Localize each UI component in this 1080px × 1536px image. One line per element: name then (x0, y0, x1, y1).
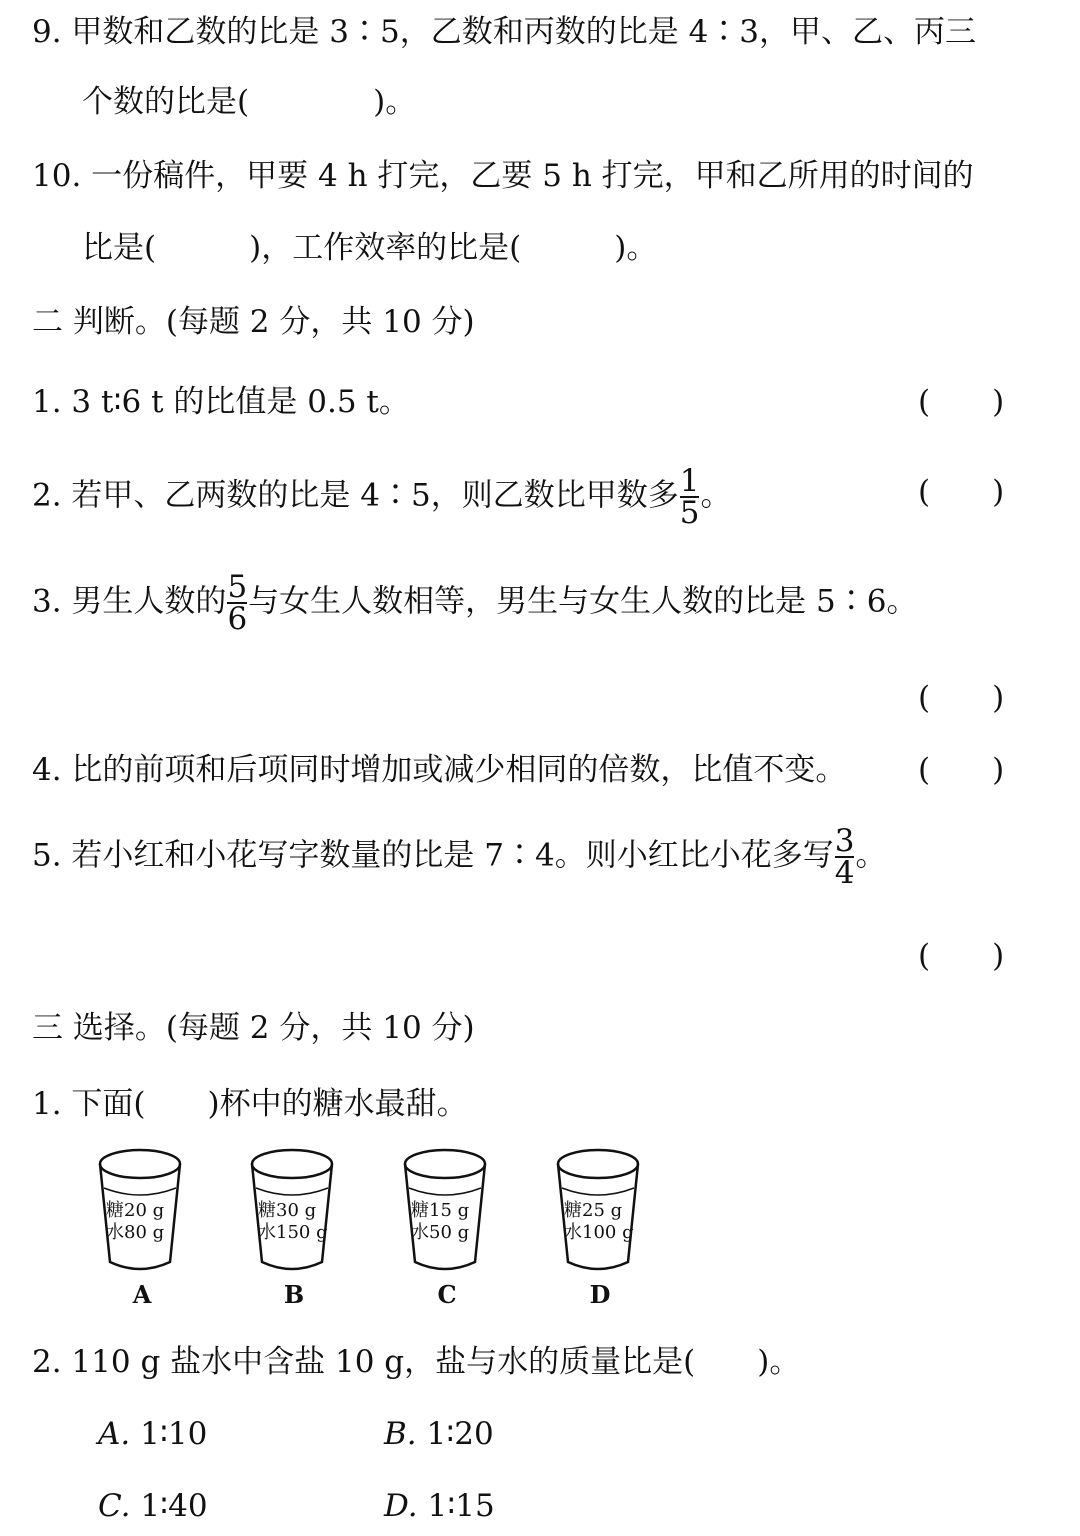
judge-3-fraction (227, 569, 248, 637)
option-value: 1∶40 (140, 1488, 208, 1524)
section-2-title: 二 判断。(每题 2 分，共 10 分) (32, 304, 475, 340)
judge-5-text (32, 823, 887, 891)
cup-d-label: D (589, 1280, 611, 1309)
q10-line2: 比是( )，工作效率的比是( )。 (82, 230, 658, 266)
judge-2-before: 2. 若甲、乙两数的比是 4∶5，则乙数比甲数多 (32, 477, 679, 514)
judge-3-after: 与女生人数相等，男生与女生人数的比是 5∶6。 (248, 583, 918, 620)
option-value: 1∶15 (427, 1488, 495, 1524)
judge-2-after: 。 (700, 477, 732, 514)
cup-c[interactable] (397, 1142, 497, 1322)
cup-b-label: B (283, 1280, 305, 1309)
judge-3-text (32, 569, 918, 637)
cup-a[interactable] (92, 1142, 192, 1322)
cup-d[interactable] (550, 1142, 650, 1322)
option-value: 1∶20 (426, 1416, 494, 1452)
judge-5-after: 。 (855, 837, 887, 874)
cup-c-label: C (437, 1280, 457, 1309)
cup-a-water: 水80 g (106, 1222, 165, 1243)
cup-a-label: A (132, 1280, 152, 1309)
cup-b-sugar: 糖30 g (258, 1200, 317, 1221)
choice-2-option-c[interactable] (98, 1486, 208, 1526)
cup-d-contents (564, 1200, 634, 1244)
choice-2-option-a[interactable] (98, 1414, 207, 1454)
judge-1-answer-blank[interactable]: ( ) (918, 384, 1005, 420)
cup-c-water: 水50 g (411, 1222, 470, 1243)
section-3-title: 三 选择。(每题 2 分，共 10 分) (32, 1010, 475, 1046)
judge-3-before: 3. 男生人数的 (32, 583, 227, 620)
judge-4-answer-blank[interactable]: ( ) (918, 752, 1005, 788)
option-letter: B. (384, 1416, 417, 1452)
judge-5-answer-blank[interactable]: ( ) (918, 938, 1005, 974)
choice-1-text: 1. 下面( )杯中的糖水最甜。 (32, 1086, 468, 1122)
fraction-denominator: 4 (834, 855, 855, 891)
option-letter: A. (98, 1416, 131, 1452)
fraction-numerator: 3 (834, 823, 855, 859)
judge-2-fraction (679, 463, 700, 531)
cup-d-sugar: 糖25 g (564, 1200, 623, 1221)
cup-a-sugar: 糖20 g (106, 1200, 165, 1221)
choice-2-option-b[interactable] (384, 1414, 494, 1454)
judge-3-answer-blank[interactable]: ( ) (918, 680, 1005, 716)
choice-2-option-d[interactable] (384, 1486, 495, 1526)
q9-line2: 个数的比是( )。 (82, 84, 417, 120)
cup-b-water: 水150 g (258, 1222, 328, 1243)
fraction-denominator: 5 (679, 495, 700, 531)
choice-2-text: 2. 110 g 盐水中含盐 10 g，盐与水的质量比是( )。 (32, 1344, 801, 1380)
option-letter: C. (98, 1488, 131, 1524)
cup-b-contents (258, 1200, 328, 1244)
fraction-numerator: 5 (227, 569, 248, 605)
judge-2-text (32, 463, 732, 531)
fraction-numerator: 1 (679, 463, 700, 499)
cups-figure (92, 1142, 652, 1322)
option-value: 1∶10 (140, 1416, 208, 1452)
judge-5-before: 5. 若小红和小花写字数量的比是 7∶4。则小红比小花多写 (32, 837, 834, 874)
fraction-denominator: 6 (227, 601, 248, 637)
cup-c-sugar: 糖15 g (411, 1200, 470, 1221)
cup-b[interactable] (244, 1142, 344, 1322)
cup-d-water: 水100 g (564, 1222, 634, 1243)
judge-1-text: 1. 3 t∶6 t 的比值是 0.5 t。 (32, 384, 410, 420)
option-letter: D. (384, 1488, 418, 1524)
q10-line1: 10. 一份稿件，甲要 4 h 打完，乙要 5 h 打完，甲和乙所用的时间的 (32, 158, 974, 194)
judge-4-text: 4. 比的前项和后项同时增加或减少相同的倍数，比值不变。 (32, 752, 847, 788)
cup-a-contents (106, 1200, 164, 1244)
cup-c-contents (411, 1200, 469, 1244)
judge-5-fraction (834, 823, 855, 891)
judge-2-answer-blank[interactable]: ( ) (918, 474, 1005, 510)
q9-line1: 9. 甲数和乙数的比是 3∶5，乙数和丙数的比是 4∶3，甲、乙、丙三 (32, 14, 977, 50)
